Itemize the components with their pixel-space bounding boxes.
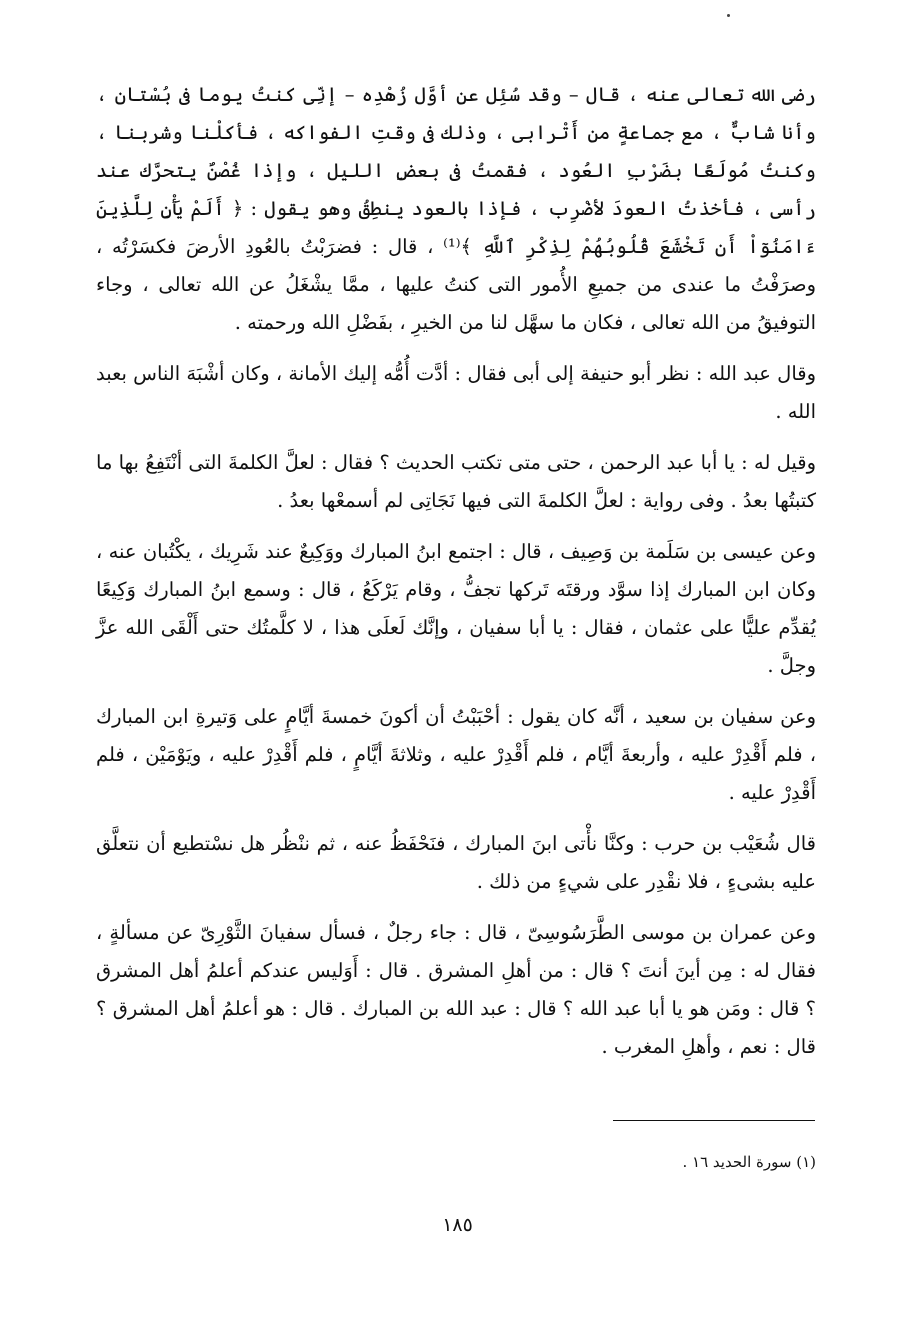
scan-speck xyxy=(727,14,730,17)
paragraph: رضى الله تعالى عنه ، قال – وقد سُئِل عن أوَّل زُهْدِه – إنِّى كنتُ يوما فى بُسْتان ، وأنا شابٌّ ، مع جماعةٍ من أَتْرابى ، وذلك فى وقتِ الفواكه ، فأكلْنا وشربنا ، وكنتُ مُولَعًا بضَرْبِ العُود ، فقمتُ فى بعضِ الليل ، وإذا غُصْنٌ يتحرَّك عند رأسى ، فأخذتُ العودَ لأضْرِب ، فإذا بالعود ينطِقُ وهو يقول : ﴿ أَلَمْ يَأْنِ لِلَّذِينَ ءَامَنُوٓاْ أَن تَخْشَعَ قُلُوبُهُمْ لِذِكْرِ ٱللَّهِ ﴾⁽¹⁾ ، قال : فضرَبْتُ بالعُودِ الأرضَ فكسَرْتُه ، وصرَفْتُ ما عندى من جميعِ الأُمور التى كنتُ عليها ، ممَّا يشْغَلُ عن الله تعالى ، وجاء التوفيقُ من الله تعالى ، فكان ما سهَّل لنا من الخيرِ ، بفَضْلِ الله ورحمته . xyxy=(96,83,816,334)
footnote-divider xyxy=(613,1120,815,1121)
page-number: ١٨٥ xyxy=(442,1214,473,1236)
paragraph: وعن سفيان بن سعيد ، أنَّه كان يقول : أحْبَبْتُ أن أكونَ خمسةَ أيَّامٍ على وَتيرةِ ابن المبارك ، فلم أَقْدِرْ عليه ، وأربعةَ أيَّام ، فلم أَقْدِرْ عليه ، وثلاثةَ أيَّامٍ ، فلم أَقْدِرْ عليه ، ويَوْمَيْن ، فلم أَقْدِرْ عليه . xyxy=(96,705,816,804)
paragraph: وعن عمران بن موسى الطَّرَسُوسِىّ ، قال : جاء رجلٌ ، فسأل سفيانَ الثَّوْرِىّ عن مسألةٍ ، فقال له : مِن أينَ أنتَ ؟ قال : من أهلِ المشرق . قال : أَوَليس عندكم أعلمُ أهل المشرق ؟ قال : ومَن هو يا أبا عبد الله ؟ قال : عبد الله بن المبارك . قال : هو أعلمُ أهل المشرق ؟ قال : نعم ، وأهلِ المغرب . xyxy=(96,921,816,1058)
paragraph: وعن عيسى بن سَلَمة بن وَصِيف ، قال : اجتمع ابنُ المبارك ووَكِيعٌ عند شَرِيك ، يكْتُبان عنه ، وكان ابن المبارك إذا سوَّد ورقتَه تَركها تجفُّ ، وقام يَرْكَعُ ، قال : وسمع ابنُ المبارك وَكِيعًا يُقدِّم عليًّا على عثمان ، فقال : يا أبا سفيان ، وإنَّك لَعلَى هذا ، لا كلَّمتُك حتى أَلْقَى الله عزَّ وجلَّ . xyxy=(96,540,816,677)
footnote: (١) سورة الحديد ١٦ . xyxy=(682,1153,816,1171)
main-text xyxy=(96,76,816,1079)
paragraph: وقيل له : يا أبا عبد الرحمن ، حتى متى تكتب الحديث ؟ فقال : لعلَّ الكلمةَ التى أنْتَفِعُ بها ما كتبتُها بعدُ . وفى رواية : لعلَّ الكلمةَ التى فيها نَجَاتِى لم أسمعْها بعدُ . xyxy=(96,451,816,512)
paragraph: قال شُعَيْب بن حرب : وكنَّا نأْتى ابنَ المبارك ، فنَحْفَظُ عنه ، ثم ننْظُر هل نسْتطيع أن نتعلَّق عليه بشىءٍ ، فلا نقْدِر على شيءٍ من ذلك . xyxy=(96,832,816,893)
paragraph: وقال عبد الله : نظر أبو حنيفة إلى أبى فقال : أدَّت أُمُّه إليك الأمانة ، وكان أشْبَهَ الناس بعبد الله . xyxy=(96,362,816,423)
